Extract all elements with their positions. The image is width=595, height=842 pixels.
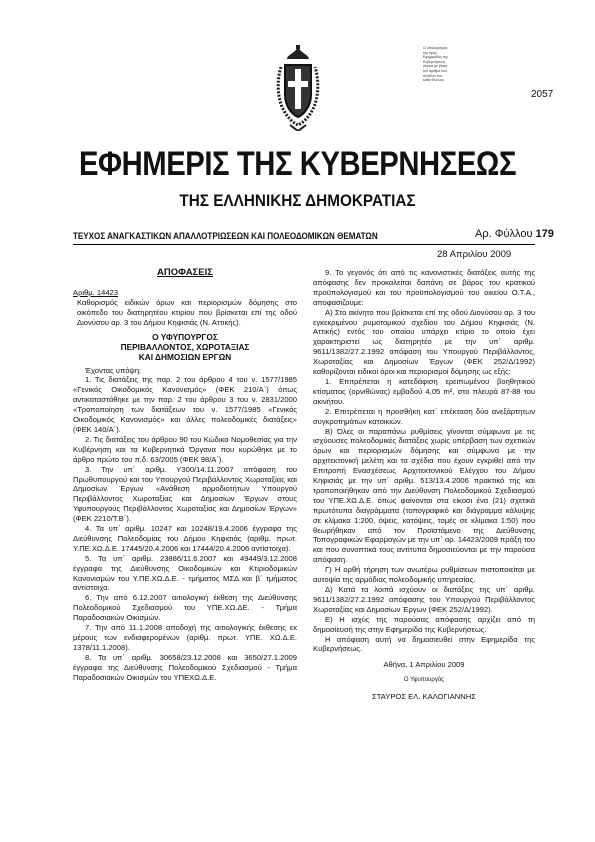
paragraph: Γ) Η ορθή τήρηση των ανωτέρω ρυθμίσεων πιστοποιείται με αυτοψία της αρμόδιας πολεοδομικής υπηρεσίας. (313, 565, 535, 585)
price-caption (423, 46, 493, 83)
paragraph: 9. Το γεγονός ότι από τις κανονιστικές διατάξεις αυτής της απόφασης δεν προκαλείται δαπάνη σε βάρος του κρατικού προϋπολογισμού και του προϋπολογισμού του οικείου Ο.Τ.Α., αποφασίζουμε: (313, 268, 535, 307)
right-column (313, 268, 535, 702)
left-column (73, 268, 297, 683)
caption-line: Ο υπολογισμός (423, 46, 448, 50)
paragraph: Ε) Η ισχύς της παρούσας απόφασης αρχίζει από τη δημοσίευσή της στην Εφημερίδα της Κυβερνήσεως. (313, 614, 535, 634)
caption-line: της τιμής (423, 50, 438, 55)
caption-line: κάθε Φύλλου (423, 78, 444, 83)
paragraph: 1. Τις διατάξεις της παρ. 2 του άρθρου 4 του ν. 1577/1985 «Γενικός Οικοδομικός Κανονισμός» (ΦΕΚ 210/Α΄) όπως αντικαταστάθηκε με την παρ. 2 του άρθρου 3 του ν. 2831/2000 «Τροποποίηση των διατάξεων του ν. 1577/1985 «Γενικός Οικοδομικός Κανονισμός» και άλλες πολεοδομικές διατάξεις» (ΦΕΚ 140/Α΄). (73, 375, 297, 434)
gazette-subtitle: ΤΗΣ ΕΛΛΗΝΙΚΗΣ ΔΗΜΟΚΡΑΤΙΑΣ (179, 191, 416, 210)
issue-date: 28 Απριλίου 2009 (437, 249, 512, 260)
paragraph: 5. Τα υπ΄ αριθμ. 23886/11.6.2007 και 49449/3.12.2008 έγγραφα της Διεύθυνσης Οικοδομικών και Κτιριοδομικών Κανονισμών του Υ.ΠΕ.ΧΩ.Δ.Ε. - τμήματος ΜΣΔ και β΄ τμήματος αντίστοιχα. (73, 553, 297, 593)
minister-line: Ο ΥΦΥΠΟΥΡΓΟΣ (152, 331, 218, 342)
coat-of-arms-emblem (275, 45, 321, 131)
header-divider (73, 244, 535, 245)
minister-line: ΚΑΙ ΔΗΜΟΣΙΩΝ ΕΡΓΩΝ (138, 351, 232, 362)
sheet-label: Αρ. Φύλλου (475, 228, 533, 240)
paragraph: 3. Την υπ΄ αριθμ. Υ300/14.11.2007 απόφαση του Πρωθυπουργού και του Υπουργού Περιβάλλοντος Χωροταξίας και Δημοσίων Έργων «Ανάθεση αρμοδιοτήτων Υπουργού Περιβάλλοντος Χωροταξίας και Δημοσίων Έργων στους Υφυπουργούς Περιβάλλοντος Χωροταξίας και Δημοσίων Έργων» (ΦΕΚ 2210/Τ.Β΄). (73, 464, 297, 524)
caption-line: γίνεται με βάση (423, 64, 448, 69)
place-date: Αθήνα, 1 Απριλίου 2009 (383, 660, 465, 670)
signer-name: ΣΤΑΥΡΟΣ ΕΛ. ΚΑΛΟΓΙΑΝΝΗΣ (372, 692, 476, 702)
paragraph: Η απόφαση αυτή να δημοσιευθεί στην Εφημερίδα της Κυβερνήσεως. (313, 634, 535, 654)
paragraph: Έχοντας υπόψη: (85, 365, 142, 375)
paragraph: 8. Τα υπ΄ αριθμ. 30658/23.12.2008 και 3650/27.1.2009 έγγραφα της Διεύθυνσης Πολεοδομικού Σχεδιασμού - Τμήμα Παραδοσιακών Οικισμών του ΥΠΕΧΩ.Δ.Ε. (73, 652, 297, 682)
decision-number: Αριθμ. 14423 (73, 287, 119, 297)
paragraph: 7. Την από 11.1.2008 αποδοχή της αιτιολογικής έκθεσης εκ μέρους των ενδιαφερομένων (αριθμ. πρωτ. ΥΠΕ. ΧΩ.Δ.Ε. 1378/11.1.2008). (73, 623, 297, 652)
paragraph: Δ) Κατά τα λοιπά ισχύουν οι διατάξεις της υπ΄ αριθμ. 9611/1382/27.2.1992 απόφασης του Υπουργού Περιβάλλοντος Χωροταξίας και Δημοσίων Έργων (ΦΕΚ 252/Δ/1992). (313, 585, 535, 614)
paragraph: Β) Όλες οι παραπάνω ρυθμίσεις γίνονται σύμφωνα με τις ισχύουσες πολεοδομικές διατάξεις χωρίς υπέρβαση των σχετικών όρων και περιορισμών δόμησης και σύμφωνα με την αρχιτεκτονική μελέτη και τα σχέδια που έχουν εγκριθεί από την Επιτροπή Ενασχέσεως Αρχιτεκτονικού Ελέγχου του Δήμου Κηφισιάς με την υπ΄ αριθμ. 513/13.4.2006 πρακτικό της και τροποποιήθηκαν από την Διεύθυνση Πολεοδομικού Σχεδιασμού του ΥΠΕ.ΧΩ.Δ.Ε. όπως φαίνονται στα είκοσι ένα (21) σχετικά πρωτότυπα διαγράμματα (τοπογραφικό και διάγραμμα κάλυψης σε κλίμακα 1:200, όψεις, κατόψεις, τομές σε κλίμακα 1:50) που θεωρήθηκαν από τον Προϊστάμενο της Διεύθυνσης Τοπογραφικών Εφαρμογών με την υπ΄ αρ. 14423/2009 πράξη του και που συνοπτικά τους αντίτυπα δημοσιεύονται με την παρούσα απόφαση. (313, 426, 536, 565)
paragraph: Α) Στο ακίνητο που βρίσκεται επί της οδού Διονύσου αρ. 3 του εγκεκριμένου ρυμοτομικού σχεδίου του Δήμου Κηφισιάς (Ν. Αττικής) εντός του οποίου υπάρχει κτίριο το οποίο έχει χαρακτηριστεί ως διατηρητέο με την υπ΄ αριθμ. 9611/1382/27.2.1992 απόφαση του Υπουργού Περιβάλλοντος, Χωροταξίας και Δημοσίων Έργων (ΦΕΚ 252/Δ/1992) καθορίζονται ειδικοί όροι και περιορισμοί δόμησης ως εξής: (313, 307, 535, 377)
page-number: 2057 (531, 89, 554, 100)
paragraph: 6. Την από 6.12.2007 αιτιολογική έκθεση της Διεύθυνσης Πολεοδομικού Σχεδιασμού του ΥΠΕ.ΧΩ.ΔΕ. - Τμήμα Παραδοσιακών Οικισμών. (73, 593, 297, 623)
paragraph: 1. Επιτρέπεται η κατεδάφιση ερειπωμένου βοηθητικού κτίσματος (ορνιθώνας) εμβαδού 4,05 m², στο πλευρά 87-88 του ακινήτου. (313, 376, 535, 406)
caption-line: Κυβερνήσεως (423, 59, 446, 64)
paragraph: 2. Τις διατάξεις του άρθρου 90 του Κώδικα Νομοθεσίας για την Κυβέρνηση και τα Κυβερνητικά Όργανα που κυρώθηκε με το άρθρο πρώτο του π.δ. 63/2005 (ΦΕΚ 98/Α΄). (73, 434, 297, 464)
minister-line: ΠΕΡΙΒΑΛΛΟΝΤΟΣ, ΧΩΡΟΤΑΞΙΑΣ (120, 341, 250, 352)
caption-line: σελίδων του (423, 73, 443, 78)
signer-title: Ο Υφυπουργός (403, 677, 445, 684)
sheet-number (475, 228, 554, 240)
gazette-title: ΕΦΗΜΕΡΙΣ ΤΗΣ ΚΥΒΕΡΝΗΣΕΩΣ (78, 145, 517, 183)
sheet-value: 179 (535, 228, 554, 240)
issue-series: ΤΕΥΧΟΣ ΑΝΑΓΚΑΣΤΙΚΩΝ ΑΠΑΛΛΟΤΡΙΩΣΕΩΝ ΚΑΙ ΠΟΛΕΟΔΟΜΙΚΩΝ ΘΕΜΑΤΩΝ (73, 230, 378, 241)
decision-subject: Καθορισμός ειδικών όρων και περιορισμών δόμησης στο οικόπεδο του διατηρητέου κτιρίου που βρίσκεται επί της οδού Διονύσου αρ. 3 του Δήμου Κηφισιάς (Ν. Αττικής). (77, 297, 297, 327)
paragraph: 4. Τα υπ΄ αριθμ. 10247 και 10248/19.4.2006 έγγραφα της Διεύθυνσης Πολεοδομίας του Δήμου Κηφισιάς (αριθμ. πρωτ. Υ.ΠΕ.ΧΩ.Δ.Ε. 17445/20.4.2006 και 17444/20.4.2006 αντίστοιχα). (73, 524, 297, 553)
caption-line: Εφημερίδος της (423, 55, 449, 60)
section-heading: ΑΠΟΦΑΣΕΙΣ (157, 267, 213, 278)
minister-title (73, 332, 297, 362)
paragraph: 2. Επιτρέπεται η προσθήκη κατ΄ επέκταση δύο ανεξάρτητων συγκροτημάτων κατοικιών. (313, 406, 535, 426)
caption-line: τον αριθμό των (423, 68, 448, 73)
